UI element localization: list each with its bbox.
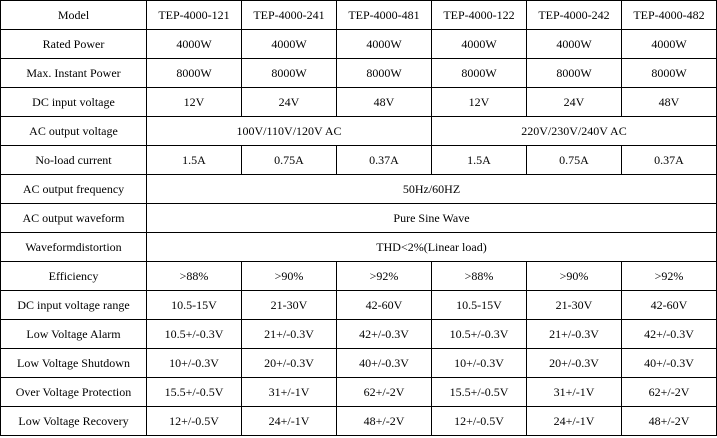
table-cell: >88% (147, 262, 242, 291)
table-cell: 0.37A (337, 146, 432, 175)
table-cell-merged: Pure Sine Wave (147, 204, 717, 233)
table-cell: >88% (432, 262, 527, 291)
table-cell: 8000W (527, 59, 622, 88)
row-over-voltage-protection (1, 378, 717, 407)
table-cell: >92% (622, 262, 717, 291)
row-dc-input-voltage (1, 88, 717, 117)
table-cell: 4000W (527, 30, 622, 59)
row-low-voltage-recovery (1, 407, 717, 436)
table-cell-merged: 100V/110V/120V AC (147, 117, 432, 146)
table-cell: 10.5+/-0.3V (432, 320, 527, 349)
table-cell: 31+/-1V (242, 378, 337, 407)
row-label: Over Voltage Protection (1, 378, 147, 407)
table-cell: >90% (242, 262, 337, 291)
table-cell: 21+/-0.3V (527, 320, 622, 349)
table-cell: 4000W (242, 30, 337, 59)
row-label: AC output waveform (1, 204, 147, 233)
row-label: DC input voltage range (1, 291, 147, 320)
table-cell: 15.5+/-0.5V (432, 378, 527, 407)
table-cell: 1.5A (147, 146, 242, 175)
row-waveform-distortion (1, 233, 717, 262)
row-dc-input-voltage-range (1, 291, 717, 320)
header-cell-model-482: TEP-4000-482 (622, 1, 717, 30)
row-ac-output-frequency (1, 175, 717, 204)
table-cell: 4000W (337, 30, 432, 59)
row-no-load-current (1, 146, 717, 175)
header-cell-model-242: TEP-4000-242 (527, 1, 622, 30)
row-label: Efficiency (1, 262, 147, 291)
table-cell: 10+/-0.3V (147, 349, 242, 378)
row-label: Low Voltage Recovery (1, 407, 147, 436)
table-cell: 21-30V (527, 291, 622, 320)
row-ac-output-voltage (1, 117, 717, 146)
row-label: Rated Power (1, 30, 147, 59)
table-cell: 10+/-0.3V (432, 349, 527, 378)
row-low-voltage-shutdown (1, 349, 717, 378)
row-label: No-load current (1, 146, 147, 175)
row-label: Low Voltage Shutdown (1, 349, 147, 378)
row-label: AC output frequency (1, 175, 147, 204)
table-cell: 12+/-0.5V (147, 407, 242, 436)
table-cell-merged: THD<2%(Linear load) (147, 233, 717, 262)
table-cell: 48+/-2V (622, 407, 717, 436)
table-cell: 0.37A (622, 146, 717, 175)
table-cell: 10.5-15V (147, 291, 242, 320)
header-cell-model-121: TEP-4000-121 (147, 1, 242, 30)
table-cell: 0.75A (527, 146, 622, 175)
header-cell-model-122: TEP-4000-122 (432, 1, 527, 30)
table-cell: 4000W (622, 30, 717, 59)
table-cell: 8000W (147, 59, 242, 88)
table-cell: 24+/-1V (242, 407, 337, 436)
table-cell: 62+/-2V (337, 378, 432, 407)
row-ac-output-waveform (1, 204, 717, 233)
table-cell: 8000W (622, 59, 717, 88)
row-low-voltage-alarm (1, 320, 717, 349)
table-cell: 21-30V (242, 291, 337, 320)
table-cell: 0.75A (242, 146, 337, 175)
row-efficiency (1, 262, 717, 291)
table-cell: 4000W (432, 30, 527, 59)
table-cell: 42+/-0.3V (622, 320, 717, 349)
table-cell: 40+/-0.3V (337, 349, 432, 378)
table-cell: >92% (337, 262, 432, 291)
header-cell-model-481: TEP-4000-481 (337, 1, 432, 30)
row-label: AC output voltage (1, 117, 147, 146)
table-cell: 42+/-0.3V (337, 320, 432, 349)
table-cell: >90% (527, 262, 622, 291)
table-cell: 12+/-0.5V (432, 407, 527, 436)
table-cell: 21+/-0.3V (242, 320, 337, 349)
table-cell: 62+/-2V (622, 378, 717, 407)
table-cell-merged: 50Hz/60HZ (147, 175, 717, 204)
table-cell: 24V (527, 88, 622, 117)
table-cell: 20+/-0.3V (242, 349, 337, 378)
table-cell: 1.5A (432, 146, 527, 175)
row-label: Low Voltage Alarm (1, 320, 147, 349)
row-max-instant-power (1, 59, 717, 88)
table-cell: 48V (622, 88, 717, 117)
table-cell: 4000W (147, 30, 242, 59)
table-cell: 24+/-1V (527, 407, 622, 436)
row-label: DC input voltage (1, 88, 147, 117)
table-cell: 42-60V (337, 291, 432, 320)
table-cell: 31+/-1V (527, 378, 622, 407)
table-cell: 42-60V (622, 291, 717, 320)
table-cell: 15.5+/-0.5V (147, 378, 242, 407)
table-cell: 48V (337, 88, 432, 117)
table-cell: 48+/-2V (337, 407, 432, 436)
table-cell: 24V (242, 88, 337, 117)
table-cell: 8000W (337, 59, 432, 88)
table-cell: 10.5+/-0.3V (147, 320, 242, 349)
table-cell-merged: 220V/230V/240V AC (432, 117, 717, 146)
row-label: Max. Instant Power (1, 59, 147, 88)
table-cell: 40+/-0.3V (622, 349, 717, 378)
row-label: Waveformdistortion (1, 233, 147, 262)
table-cell: 8000W (432, 59, 527, 88)
row-rated-power (1, 30, 717, 59)
header-cell-model-241: TEP-4000-241 (242, 1, 337, 30)
header-cell-model: Model (1, 1, 147, 30)
header-row (1, 1, 717, 30)
table-cell: 8000W (242, 59, 337, 88)
table-cell: 20+/-0.3V (527, 349, 622, 378)
table-cell: 12V (432, 88, 527, 117)
table-cell: 12V (147, 88, 242, 117)
table-cell: 10.5-15V (432, 291, 527, 320)
